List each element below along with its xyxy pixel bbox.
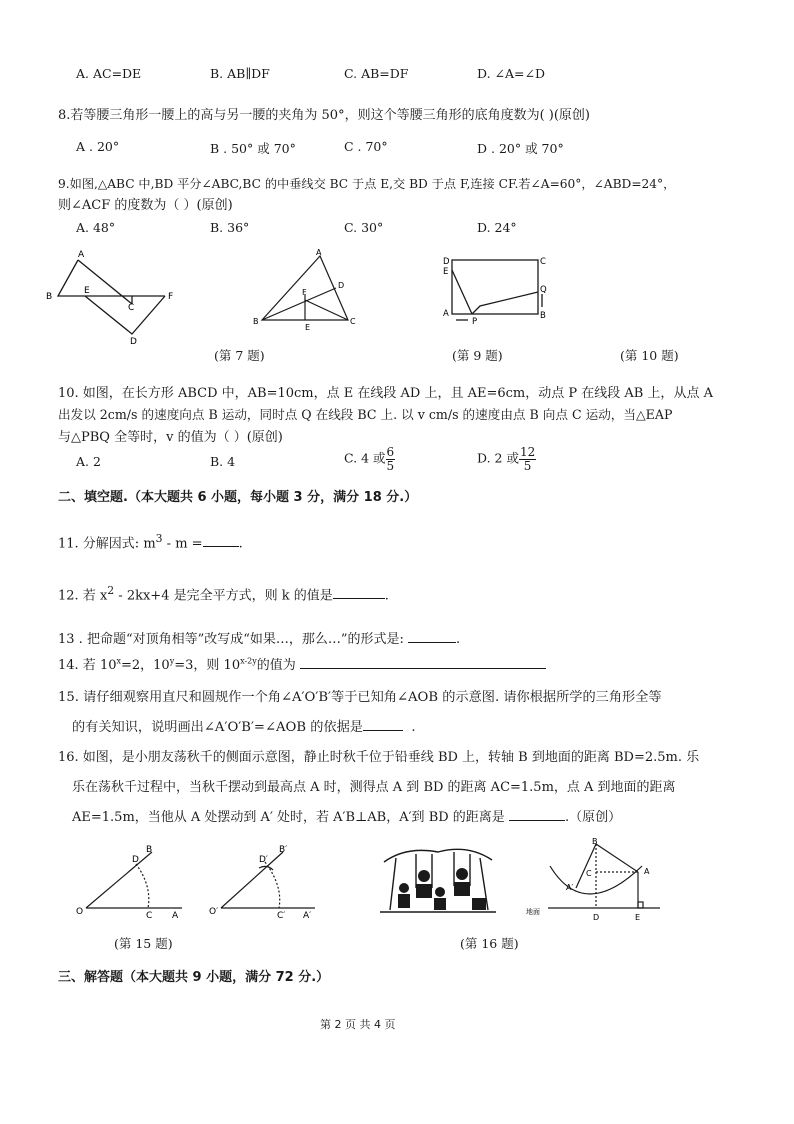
q11-end: . [238, 536, 243, 552]
fig7-label-c: C [128, 303, 135, 313]
fig15a-label-b: B [146, 845, 153, 855]
q15-line2 [72, 716, 416, 735]
fig9-label-e: E [305, 323, 311, 332]
fig9-label-c: C [350, 317, 356, 326]
q16-end: .（原创） [564, 810, 622, 825]
figure-q10 [436, 252, 556, 330]
q14-prefix: 14. 若 10 [58, 658, 117, 673]
figure-q16-swing-picture [376, 840, 501, 918]
q12-sup: 2 [107, 584, 115, 597]
fig15b-label-b: B′ [279, 845, 288, 855]
q13 [58, 628, 460, 647]
fig7-label-b: B [46, 292, 53, 302]
fig7-label-e: E [84, 286, 90, 296]
caption-q7: (第 7 题) [214, 348, 265, 363]
q15-end: . [411, 720, 416, 735]
fig10-label-a: A [443, 309, 449, 319]
q14-sup-x: x [116, 656, 121, 666]
fig16-label-c: C [586, 869, 592, 878]
q10-line2: 出发以 2cm/s 的速度向点 B 运动，同时点 Q 在线段 BC 上. 以 v cm/s 的速度由点 B 向点 C 运动，当△EAP [58, 407, 673, 422]
q11 [58, 532, 243, 551]
fig15b-label-a: A′ [303, 911, 312, 920]
q12 [58, 584, 389, 603]
q10-option-c-prefix: C. 4 或 [344, 450, 386, 466]
q9-line1: 9.如图,△ABC 中,BD 平分∠ABC,BC 的中垂线交 BC 于点 E,交 BD 于点 F,连接 CF.若∠A=60°，∠ABD=24°， [58, 177, 676, 191]
q10-option-b: B. 4 [210, 454, 236, 469]
q10-option-d-numerator: 12 [519, 445, 536, 459]
q13-answer-blank[interactable] [408, 642, 456, 643]
q10-option-c-denominator: 5 [386, 458, 395, 473]
q14 [58, 654, 546, 673]
q16-line1: 16. 如图，是小朋友荡秋千的侧面示意图，静止时秋千位于铅垂线 BD 上，转轴 B 到地面的距离 BD=2.5m. 乐 [58, 750, 700, 765]
q15-answer-blank[interactable] [363, 730, 403, 731]
fig15a-label-o: O [76, 907, 84, 917]
fig7-label-a: A [78, 250, 85, 260]
caption-q10: (第 10 题) [620, 348, 679, 363]
q12-mid: - 2kx+4 是完全平方式，则 k 的值是 [114, 588, 333, 604]
fig16-label-e: E [635, 913, 641, 922]
figure-q16-diagram [524, 836, 664, 928]
page-footer: 第 2 页 共 4 页 [320, 1018, 396, 1031]
fig15b-label-o: O′ [209, 907, 219, 917]
figure-q7 [40, 248, 190, 348]
q7-option-d: D. ∠A=∠D [477, 66, 545, 81]
q13-text: 13 . 把命题“对顶角相等”改写成“如果…，那么…”的形式是: [58, 632, 404, 647]
figure-q15-original-angle [72, 840, 192, 920]
fig9-label-b: B [253, 317, 259, 326]
fig16-label-d: D [593, 913, 600, 922]
q8-option-a: A . 20° [76, 139, 120, 154]
q10-option-c-numerator: 6 [386, 445, 395, 459]
fig16-label-a: A [644, 867, 650, 876]
q7-option-b: B. AB∥DF [210, 66, 270, 81]
fig10-label-b: B [540, 311, 546, 321]
fig16-label-a-prime: A′ [566, 883, 574, 892]
section3-heading: 三、解答题（本大题共 9 小题，满分 72 分.） [58, 970, 330, 985]
fig16-label-b: B [592, 837, 598, 846]
figure-q15-constructed-angle [205, 840, 325, 920]
q13-end: . [456, 632, 461, 647]
fig9-label-f: F [302, 288, 307, 297]
q11-prefix: 11. 分解因式: m [58, 536, 156, 552]
q11-mid: - m = [162, 536, 203, 552]
fig15a-label-d: D [132, 855, 139, 865]
q11-answer-blank[interactable] [203, 546, 239, 547]
q16-line3-text: AE=1.5m，当他从 A 处摆动到 A′ 处时，若 A′B⊥AB，A′到 BD 的距离是 [72, 810, 505, 825]
q14-answer-blank[interactable] [300, 668, 546, 669]
section2-heading: 二、填空题.（本大题共 6 小题，每小题 3 分，满分 18 分.） [58, 490, 418, 505]
q7-option-a: A. AC=DE [76, 66, 142, 81]
q10-option-a: A. 2 [76, 454, 101, 469]
q8-text: 8.若等腰三角形一腰上的高与另一腰的夹角为 50°，则这个等腰三角形的底角度数为( )(原创) [58, 108, 590, 123]
q9-option-d: D. 24° [477, 220, 517, 235]
q10-option-d-prefix: D. 2 或 [477, 450, 519, 466]
caption-q15: (第 15 题) [114, 936, 173, 951]
q14-sup-exp: x-2y [240, 656, 257, 666]
q14-sup-y: y [169, 656, 175, 666]
q8-option-c: C . 70° [344, 139, 388, 154]
q16-line2: 乐在荡秋千过程中，当秋千摆动到最高点 A 时，测得点 A 到 BD 的距离 AC=1.5m，点 A 到地面的距离 [72, 780, 676, 795]
fig15a-label-a: A [172, 911, 179, 920]
fig15a-label-c: C [146, 911, 153, 920]
fig10-label-d: D [443, 257, 450, 267]
q9-option-a: A. 48° [76, 220, 116, 235]
fig10-label-c: C [540, 257, 546, 267]
fig10-label-p: P [472, 317, 478, 327]
q16-answer-blank[interactable] [509, 820, 565, 821]
q9-line2: 则∠ACF 的度数为（ ）(原创) [58, 198, 233, 213]
fig15b-label-d: D′ [259, 855, 268, 865]
q12-prefix: 12. 若 x [58, 588, 108, 604]
q9-option-c: C. 30° [344, 220, 384, 235]
q10-option-d-denominator: 5 [523, 458, 532, 473]
q14-end: 的值为 [256, 658, 296, 673]
q10-line1: 10. 如图，在长方形 ABCD 中，AB=10cm，点 E 在线段 AD 上，且 AE=6cm，动点 P 在线段 AB 上，从点 A [58, 386, 713, 401]
q12-answer-blank[interactable] [333, 598, 385, 599]
q14-mid2: =3，则 10 [174, 658, 241, 673]
fig10-label-e: E [443, 267, 449, 277]
fig7-label-f: F [168, 292, 174, 302]
fig7-label-d: D [130, 337, 137, 347]
q15-line2-text: 的有关知识，说明画出∠A′O′B′=∠AOB 的依据是 [72, 720, 363, 735]
q10-line3: 与△PBQ 全等时，v 的值为（ ）(原创) [58, 430, 283, 445]
q8-option-b: B . 50° 或 70° [210, 141, 296, 156]
q11-sup: 3 [155, 532, 163, 545]
q16-line3 [72, 806, 621, 825]
fig10-label-q: Q [540, 285, 547, 295]
q14-mid1: =2，10 [121, 658, 170, 673]
q8-option-d: D . 20° 或 70° [477, 141, 564, 156]
q7-option-c: C. AB=DF [344, 66, 409, 81]
caption-q16: (第 16 题) [460, 936, 519, 951]
q12-end: . [384, 588, 389, 604]
fig16-label-ground: 地面 [526, 908, 540, 916]
q10-option-d [477, 446, 536, 472]
fig9-label-d: D [338, 281, 345, 290]
figure-q9 [250, 248, 370, 333]
q9-option-b: B. 36° [210, 220, 250, 235]
caption-q9: (第 9 题) [452, 348, 503, 363]
q15-line1: 15. 请仔细观察用直尺和圆规作一个角∠A′O′B′等于已知角∠AOB 的示意图. 请你根据所学的三角形全等 [58, 690, 662, 705]
q10-option-c [344, 446, 395, 472]
fig15b-label-c: C′ [277, 911, 286, 920]
fig9-label-a: A [316, 248, 322, 257]
